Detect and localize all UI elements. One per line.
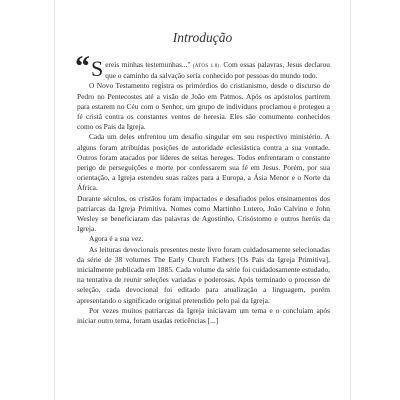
quote-text: ereis minhas testemunhas..." bbox=[105, 60, 191, 69]
opening-quote-paragraph bbox=[75, 50, 330, 83]
paragraph-2: Cada um deles enfrentou um desafio singular em seu respectivo ministério. A alguns foram atribuídas posições de autoridade eclesiástica contra a sua vontade. Outros foram atacados por líderes de seitas hereges. Todos enfrentaram o constante perigo de perseguições e morte por confessarem sua fé em Jesus. Porém, por sua orientação, a Igreja estendeu suas raízes para a Europa, a Ásia Menor e o Norte da África. bbox=[77, 132, 330, 193]
paragraph-5: As leituras devocionais presentes neste livro foram cuidadosamente selecionadas da série de 38 volumes The Early Church Fathers [Os Pais da Igreja Primitiva], inicialmente publicada em 1885. Cada volume da série foi cuidadosamente estudado, na tentativa de reunir seleções variadas e poderosas. Após terminado o processo de seleção, cada devocional foi editado para atualização a linguagem, porém apresentando o significado original pretendido pelo pai da Igreja. bbox=[77, 244, 330, 305]
book-page bbox=[55, 0, 350, 400]
drop-cap: S bbox=[91, 56, 104, 81]
page-body bbox=[75, 50, 330, 326]
citation: (ATOS 1.8). bbox=[192, 63, 221, 69]
page-title: Introdução bbox=[172, 30, 233, 45]
quote-commentary: Com essas palavras, Jesus declarou que o caminho da salvação seria conhecido por pessoas do mundo todo. bbox=[105, 60, 330, 81]
paragraph-6: Por vezes muitos patriarcas da Igreja iniciavam um tema e o concluíam após iniciar outro tema, foram usadas reticências [...] bbox=[77, 305, 330, 326]
opening-quote-mark-icon: “ bbox=[75, 50, 90, 83]
paragraph-1: O Novo Testamento registra os primórdios do cristianismo, desde o discurso de Pedro no Pentecostes até a visão de João em Patmos. Após os apóstolos partirem para estarem no Céu com o Senhor, um grupo de indivíduos proclamou e protegeu a fé cristã contra os constantes ventos de heresia. Eles são comumente conhecidos como os Pais da Igreja. bbox=[77, 81, 330, 132]
paragraph-4: Agora é a sua vez. bbox=[89, 234, 144, 244]
paragraph-3: Durante séculos, os cristãos foram impactados e desafiados pelos ensinamentos dos patriarcas da Igreja Primitiva. Nomes como Martinho Lutero, João Calvino e John Wesley se beneficiaram das palavras de Agostinho, Crisóstomo e outros heróis da Igreja. bbox=[77, 193, 330, 234]
